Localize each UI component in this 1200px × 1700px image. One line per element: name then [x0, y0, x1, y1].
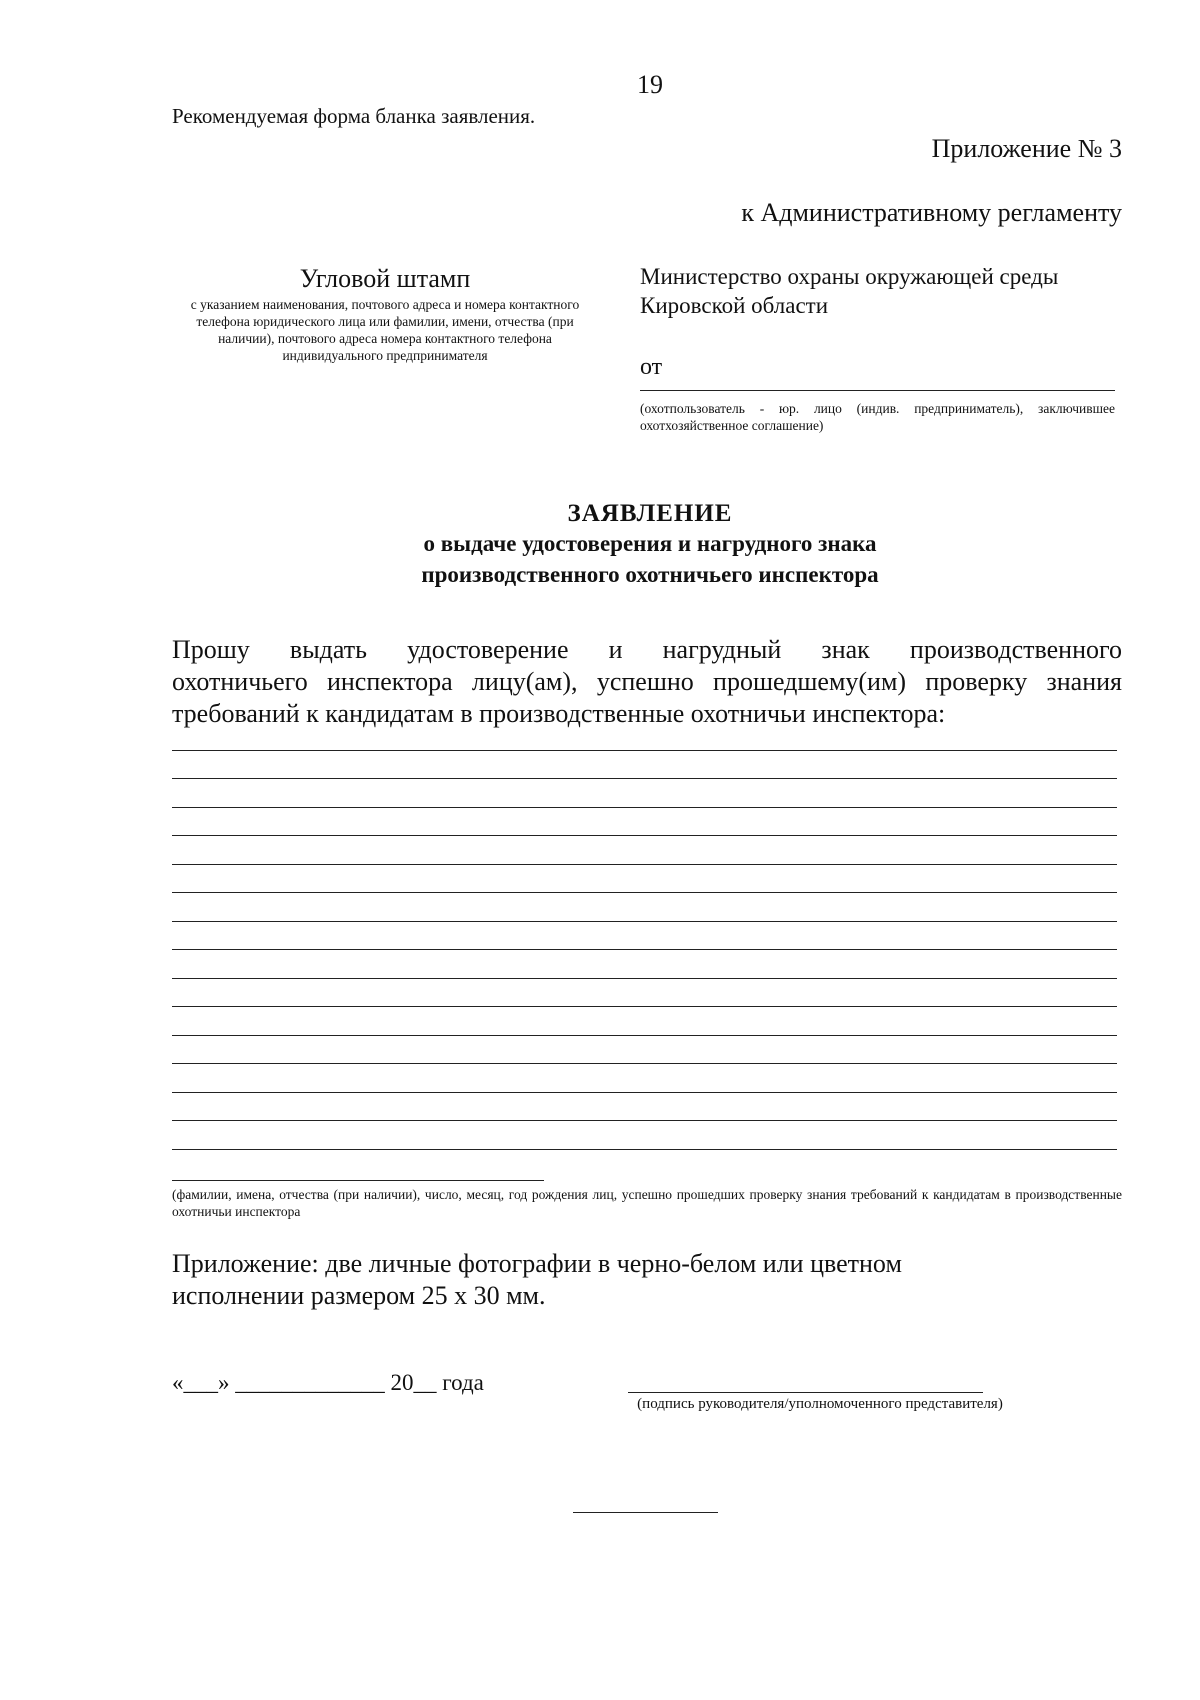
- from-field-note: (охотпользователь - юр. лицо (индив. предприниматель), заключившее охотхозяйственное соглашение): [640, 401, 1115, 433]
- corner-stamp-title: Угловой штамп: [299, 264, 471, 293]
- fill-in-line[interactable]: [172, 978, 1117, 979]
- end-of-form-divider: [573, 1512, 718, 1513]
- signature-line[interactable]: [628, 1392, 983, 1393]
- stamp-note-line: телефона юридического лица или фамилии, имени, отчества (при: [196, 314, 574, 329]
- fill-in-line[interactable]: [172, 1063, 1117, 1064]
- stamp-note-line: наличии), почтового адреса номера контактного телефона: [218, 331, 552, 346]
- recommended-form-note: Рекомендуемая форма бланка заявления.: [172, 104, 536, 128]
- fill-in-line[interactable]: [172, 750, 1117, 751]
- from-input-line[interactable]: [640, 390, 1115, 391]
- fill-in-line[interactable]: [172, 949, 1117, 950]
- regulation-reference: к Административному регламенту: [741, 198, 1122, 227]
- request-line: охотничьего инспектора лицу(ам), успешно прошедшему(им) проверку знания: [172, 667, 1122, 696]
- fill-in-line[interactable]: [172, 778, 1117, 779]
- stamp-note-line: индивидуального предпринимателя: [282, 348, 488, 363]
- fill-in-line[interactable]: [172, 864, 1117, 865]
- request-line: требований к кандидатам в производственные охотничьи инспектора:: [172, 699, 946, 728]
- fill-note-separator: [172, 1180, 544, 1181]
- stamp-note-line: с указанием наименования, почтового адреса и номера контактного: [190, 297, 580, 312]
- request-line: Прошу выдать удостоверение и нагрудный знак производственного: [172, 635, 1122, 664]
- document-subtitle-line: о выдаче удостоверения и нагрудного знака: [423, 531, 877, 556]
- fill-in-line[interactable]: [172, 1149, 1117, 1150]
- ministry-line: Кировской области: [640, 293, 829, 318]
- fill-in-line[interactable]: [172, 892, 1117, 893]
- date-field[interactable]: «___» _____________ 20__ года: [172, 1370, 484, 1395]
- fill-in-note: (фамилии, имена, отчества (при наличии), число, месяц, год рождения лиц, успешно прошедших проверку знания требований к кандидатам в производственные охотничьи инспектора: [172, 1187, 1122, 1219]
- request-text: [172, 634, 1122, 730]
- fill-in-line[interactable]: [172, 835, 1117, 836]
- addressee-ministry: [640, 262, 1130, 320]
- fill-in-line[interactable]: [172, 1120, 1117, 1121]
- appendix-label: Приложение № 3: [931, 134, 1122, 163]
- document-heading: [0, 500, 1200, 590]
- fill-in-line[interactable]: [172, 921, 1117, 922]
- corner-stamp-note: [140, 296, 630, 364]
- document-subtitle-line: производственного охотничьего инспектора: [421, 562, 879, 587]
- attachment-line: исполнении размером 25 х 30 мм.: [172, 1281, 546, 1310]
- fill-in-line[interactable]: [172, 1006, 1117, 1007]
- fill-in-line[interactable]: [172, 807, 1117, 808]
- attachment-line: Приложение: две личные фотографии в черно-белом или цветном: [172, 1249, 902, 1278]
- ministry-line: Министерство охраны окружающей среды: [640, 264, 1059, 289]
- from-label: от: [640, 354, 663, 380]
- signature-note: (подпись руководителя/уполномоченного представителя): [637, 1396, 1003, 1412]
- fill-in-line[interactable]: [172, 1035, 1117, 1036]
- attachment-note: [172, 1248, 1072, 1312]
- document-title: ЗАЯВЛЕНИЕ: [567, 500, 733, 527]
- fill-in-line[interactable]: [172, 1092, 1117, 1093]
- page-number: 19: [637, 70, 663, 99]
